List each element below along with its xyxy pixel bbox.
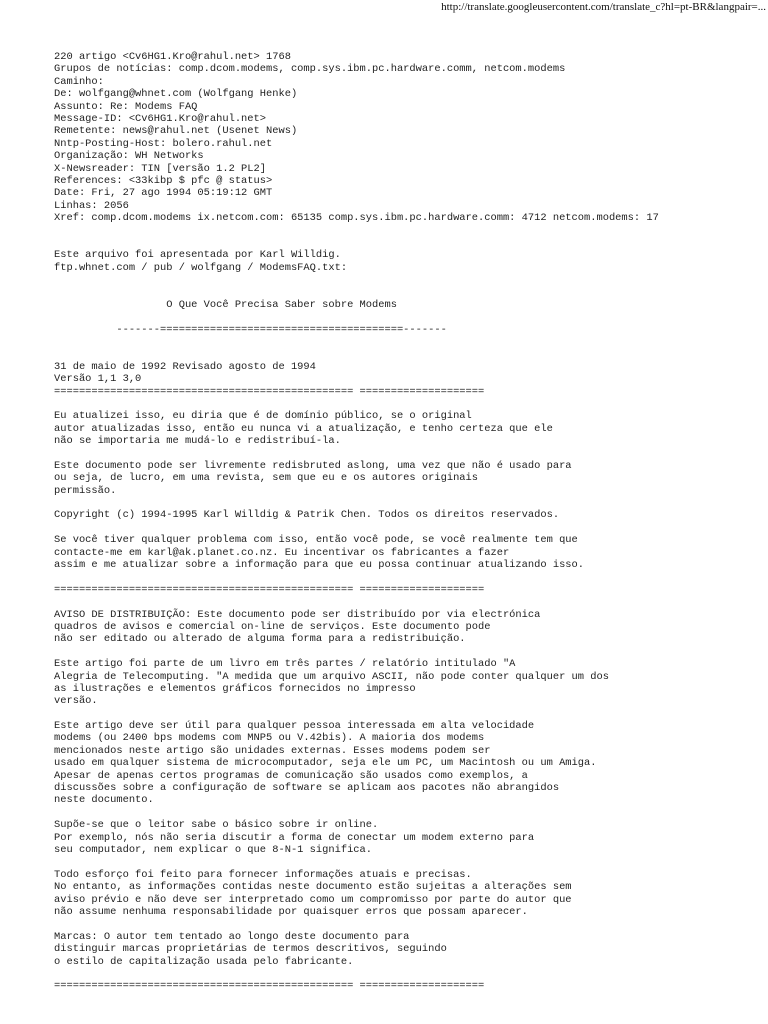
document-line	[54, 918, 659, 930]
document-line: References: <33kibp $ pfc @ status>	[54, 174, 273, 187]
document-line: AVISO DE DISTRIBUIÇÃO: Este documento pode ser distribuído por via electrónica	[54, 608, 541, 621]
document-line: permissão.	[54, 484, 117, 497]
document-line: ================================================ ====================	[54, 980, 485, 993]
document-line: Xref: comp.dcom.modems ix.netcom.com: 65135 comp.sys.ibm.pc.hardware.comm: 4712 netcom.modems: 17	[54, 212, 659, 225]
document-line: Organização: WH Networks	[54, 150, 204, 163]
document-body	[54, 51, 659, 993]
document-line: versão.	[54, 695, 98, 708]
document-line: seu computador, nem explicar o que 8-N-1 significa.	[54, 844, 373, 856]
document-line: Todo esforço foi feito para fornecer informações atuais e precisas.	[54, 868, 472, 881]
document-line: Supõe-se que o leitor sabe o básico sobre ir online.	[54, 819, 379, 832]
document-line: Marcas: O autor tem tentado ao longo deste documento para	[54, 930, 410, 943]
document-line: neste documento.	[54, 794, 154, 807]
document-line: ================================================ ====================	[54, 385, 485, 398]
document-line: distinguir marcas proprietárias de termos descritivos, seguindo	[54, 943, 447, 956]
document-line: não se importaria me mudá-lo e redistribuí-la.	[54, 435, 341, 448]
document-line: ================================================ ====================	[54, 583, 485, 596]
document-line	[54, 807, 659, 819]
document-line	[54, 571, 659, 583]
document-line: mencionados neste artigo são unidades externas. Esses modems podem ser	[54, 744, 491, 757]
document-line	[54, 968, 659, 980]
document-line: as ilustrações e elementos gráficos fornecidos no impresso	[54, 682, 416, 695]
document-line: não assume nenhuma responsabilidade por quaisquer erros que possam aparecer.	[54, 905, 528, 918]
document-line: Nntp-Posting-Host: bolero.rahul.net	[54, 137, 273, 150]
document-line: assim e me atualizar sobre a informação para que eu possa continuar atualizando isso.	[54, 559, 585, 572]
document-line: usado em qualquer sistema de microcomputador, seja ele um PC, um Macintosh ou um Amiga.	[54, 757, 597, 770]
document-line: Date: Fri, 27 ago 1994 05:19:12 GMT	[54, 187, 273, 200]
document-line	[54, 522, 659, 534]
document-line	[54, 646, 659, 658]
document-line: Apesar de apenas certos programas de comunicação são usados como exemplos, a	[54, 769, 528, 782]
document-line	[54, 856, 659, 868]
document-line	[54, 237, 659, 249]
document-line: Caminho:	[54, 75, 104, 88]
document-line: Copyright (c) 1994-1995 Karl Willdig & Patrik Chen. Todos os direitos reservados.	[54, 509, 560, 522]
document-line: autor atualizadas isso, então eu nunca vi a atualização, e tenho certeza que ele	[54, 422, 553, 435]
document-line	[54, 311, 659, 323]
document-line	[54, 336, 659, 348]
document-line: ou seja, de lucro, em uma revista, sem que eu e os autores originais	[54, 472, 479, 485]
document-line: discussões sobre a configuração de software se aplicam aos pacotes não abrangidos	[54, 782, 560, 795]
page-url: http://translate.googleusercontent.com/translate_c?hl=pt-BR&langpair=...	[441, 1, 766, 13]
document-line: 31 de maio de 1992 Revisado agosto de 1994	[54, 360, 316, 373]
document-line: O Que Você Precisa Saber sobre Modems	[54, 298, 397, 311]
document-line	[54, 708, 659, 720]
document-line: Alegria de Telecomputing. "A medida que um arquivo ASCII, não pode conter qualquer um dos	[54, 670, 609, 683]
document-line: Versão 1,1 3,0	[54, 373, 142, 386]
document-line	[54, 398, 659, 410]
document-line	[54, 348, 659, 360]
document-line	[54, 497, 659, 509]
document-line: Remetente: news@rahul.net (Usenet News)	[54, 125, 298, 138]
document-line: De: wolfgang@whnet.com (Wolfgang Henke)	[54, 88, 298, 101]
document-line	[54, 448, 659, 460]
document-line: Message-ID: <Cv6HG1.Kro@rahul.net>	[54, 112, 267, 125]
document-line: Este artigo foi parte de um livro em três partes / relatório intitulado "A	[54, 658, 516, 671]
document-line: ftp.whnet.com / pub / wolfgang / ModemsFAQ.txt:	[54, 261, 348, 274]
document-line: Este artigo deve ser útil para qualquer pessoa interessada em alta velocidade	[54, 720, 535, 733]
document-line	[54, 224, 659, 236]
document-line: aviso prévio e não deve ser interpretado como um compromisso por parte do autor que	[54, 893, 572, 906]
document-line: -------=======================================-------	[54, 323, 447, 336]
document-line: Por exemplo, nós não seria discutir a forma de conectar um modem externo para	[54, 831, 535, 844]
document-line: X-Newsreader: TIN [versão 1.2 PL2]	[54, 162, 267, 175]
document-line: não ser editado ou alterado de alguma forma para a redistribuição.	[54, 633, 466, 646]
document-line: Este documento pode ser livremente redisbruted aslong, uma vez que não é usado para	[54, 459, 572, 472]
document-line: modems (ou 2400 bps modems com MNP5 ou V.42bis). A maioria dos modems	[54, 732, 485, 745]
document-line: Assunto: Re: Modems FAQ	[54, 100, 198, 113]
document-line: Eu atualizei isso, eu diria que é de domínio público, se o original	[54, 410, 472, 423]
document-line: o estilo de capitalização usada pelo fabricante.	[54, 955, 354, 968]
document-line: Este arquivo foi apresentada por Karl Willdig.	[54, 249, 341, 262]
document-line: No entanto, as informações contidas neste documento estão sujeitas a alterações sem	[54, 881, 572, 894]
document-line: quadros de avisos e comercial on-line de serviços. Este documento pode	[54, 620, 491, 633]
document-line	[54, 286, 659, 298]
document-line	[54, 596, 659, 608]
document-line: 220 artigo <Cv6HG1.Kro@rahul.net> 1768	[54, 51, 291, 63]
document-line	[54, 274, 659, 286]
document-line: Linhas: 2056	[54, 199, 129, 212]
document-line: Grupos de notícias: comp.dcom.modems, comp.sys.ibm.pc.hardware.comm, netcom.modems	[54, 63, 566, 76]
document-line: Se você tiver qualquer problema com isso, então você pode, se você realmente tem que	[54, 534, 578, 547]
document-line: contacte-me em karl@ak.planet.co.nz. Eu incentivar os fabricantes a fazer	[54, 546, 510, 559]
